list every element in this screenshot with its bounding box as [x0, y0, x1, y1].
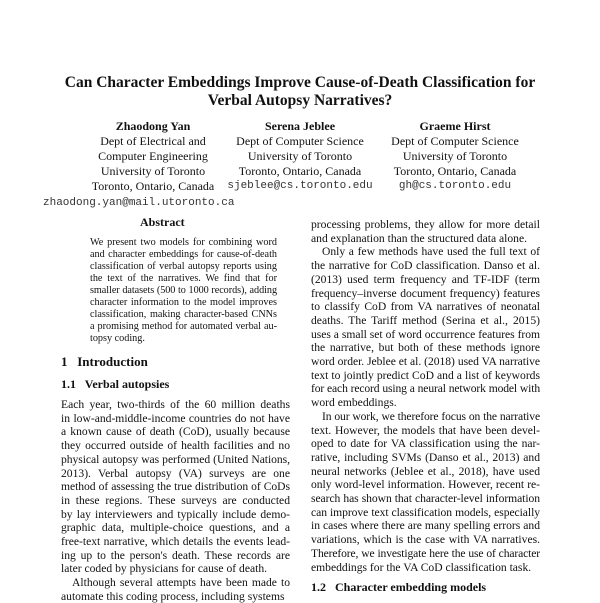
- text-line: embeddings for the VA CoD classification task.: [311, 560, 532, 574]
- text-line: ing up to the person's death. These records are: [61, 548, 290, 562]
- author-affiliation: University of Toronto: [402, 149, 508, 163]
- text-line: smaller datasets (500 to 1000 records), adding: [90, 285, 277, 296]
- text-line: the text of the narratives. We find that for: [90, 273, 277, 284]
- text-line: Only a few methods have used the full text of: [322, 245, 540, 259]
- text-line: method of assessing the true distribution of CoDs: [61, 480, 290, 494]
- text-line: in low-and-middle-income countries do not have: [61, 411, 290, 425]
- author-name: Graeme Hirst: [419, 119, 491, 133]
- text-line: Therefore, we investigate here the use of character: [311, 546, 540, 560]
- text-line: automate this coding process, including systems: [61, 589, 285, 603]
- text-line: in these regions. These surveys are conducted: [61, 493, 290, 507]
- author-affiliation: Dept of Computer Science: [236, 134, 364, 148]
- text-line: Although several attempts have been made to: [72, 576, 290, 590]
- text-line: word order. Jeblee et al. (2018) used VA narrative: [311, 355, 540, 368]
- text-line: Each year, two-thirds of the 60 million deaths: [61, 398, 290, 411]
- text-line: by lay interviewers and typically include demo-: [61, 507, 290, 521]
- text-line: the narrative, but both of these methods ignore: [311, 341, 540, 355]
- text-line: later coded by physicians for cause of death.: [61, 562, 268, 576]
- section-heading-introduction: 1 Introduction: [61, 354, 148, 369]
- text-line: free-text narrative, which details the events lead-: [61, 535, 290, 548]
- text-line: graphic data, multiple-choice questions, and a: [61, 521, 290, 535]
- author-block-1: [78, 119, 228, 194]
- text-line: In our work, we therefore focus on the narrative: [322, 409, 540, 423]
- text-line: processing problems, they allow for more detail: [311, 218, 540, 231]
- text-line: to classify CoD from VA narratives of neonatal: [311, 300, 540, 314]
- author-block-3: [380, 119, 530, 194]
- author-affiliation: Toronto, Ontario, Canada: [238, 164, 362, 178]
- text-line: topsy coding.: [90, 333, 145, 344]
- text-line: text. However, the models that have been devel-: [311, 423, 540, 437]
- author-name: Serena Jeblee: [264, 119, 336, 133]
- author-affiliation: Toronto, Ontario, Canada: [393, 164, 517, 178]
- subsection-heading-character-embedding-models: 1.2 Character embedding models: [311, 580, 487, 594]
- text-line: in cases where there are many spelling errors and: [311, 519, 540, 533]
- text-line: character information to the model improves: [90, 297, 277, 308]
- author-affiliation: Computer Engineering: [98, 149, 208, 163]
- text-line: (2013) used term frequency and TF-IDF (term: [311, 272, 540, 286]
- text-line: a promising method for automated verbal au-: [90, 321, 277, 332]
- text-line: only word-level information. However, recent re-: [311, 478, 540, 492]
- text-line: oped to date for VA classification using the nar-: [311, 437, 540, 451]
- paper-title-line-2: Verbal Autopsy Narratives?: [207, 92, 393, 109]
- author-affiliation: University of Toronto: [247, 149, 353, 163]
- author-name: Zhaodong Yan: [115, 119, 191, 133]
- text-line: a known cause of death (CoD), usually because: [61, 425, 290, 439]
- text-line: variations, which is the case with VA narratives.: [311, 533, 540, 547]
- text-line: text to jointly predict CoD and a list of keywords: [311, 368, 540, 382]
- text-line: word embeddings.: [311, 396, 397, 410]
- text-line: 2013). Verbal autopsy (VA) surveys are one: [61, 466, 290, 480]
- text-line: neural networks (Jeblee et al., 2018), have used: [311, 464, 540, 478]
- author-affiliation: University of Toronto: [100, 164, 206, 178]
- text-line: rative, including SVMs (Danso et al., 2013) and: [311, 450, 540, 464]
- author-block-2: [225, 119, 375, 194]
- abstract-heading: Abstract: [140, 215, 185, 229]
- text-line: search has shown that character-level information: [311, 492, 540, 505]
- author-affiliation: Dept of Electrical and: [100, 134, 206, 148]
- text-line: and character embeddings for cause-of-death: [90, 249, 277, 260]
- text-line: can improve text classification models, especially: [311, 505, 540, 519]
- author-email[interactable]: sjeblee@cs.toronto.edu: [227, 180, 373, 192]
- text-line: We present two models for combining word: [90, 237, 277, 248]
- text-line: frequency–inverse document frequency) features: [311, 286, 540, 300]
- text-line: for each record using a neural network model with: [311, 382, 540, 396]
- paper-title-line-1: Can Character Embeddings Improve Cause-of-Death Classification for: [64, 74, 536, 91]
- text-line: and explanation than the structured data alone.: [311, 231, 528, 245]
- subsection-heading-verbal-autopsies: 1.1 Verbal autopsies: [61, 377, 170, 391]
- text-line: physical autopsy was performed (United Nations,: [61, 452, 290, 466]
- text-line: classification of verbal autopsy reports using: [90, 261, 277, 272]
- author-affiliation: Dept of Computer Science: [391, 134, 519, 148]
- author-affiliation: Toronto, Ontario, Canada: [91, 179, 215, 193]
- text-line: they occurred outside of health facilities and no: [61, 439, 290, 453]
- text-line: classification, making character-based CNNs: [90, 309, 277, 320]
- text-line: deaths. The Tariff method (Serina et al., 2015): [311, 313, 540, 327]
- text-line: the narrative for CoD classification. Danso et al.: [311, 259, 540, 273]
- text-line: uses a small set of word occurrence features from: [311, 327, 540, 341]
- author-email[interactable]: gh@cs.toronto.edu: [398, 180, 512, 192]
- author-email[interactable]: zhaodong.yan@mail.utoronto.ca: [43, 197, 235, 209]
